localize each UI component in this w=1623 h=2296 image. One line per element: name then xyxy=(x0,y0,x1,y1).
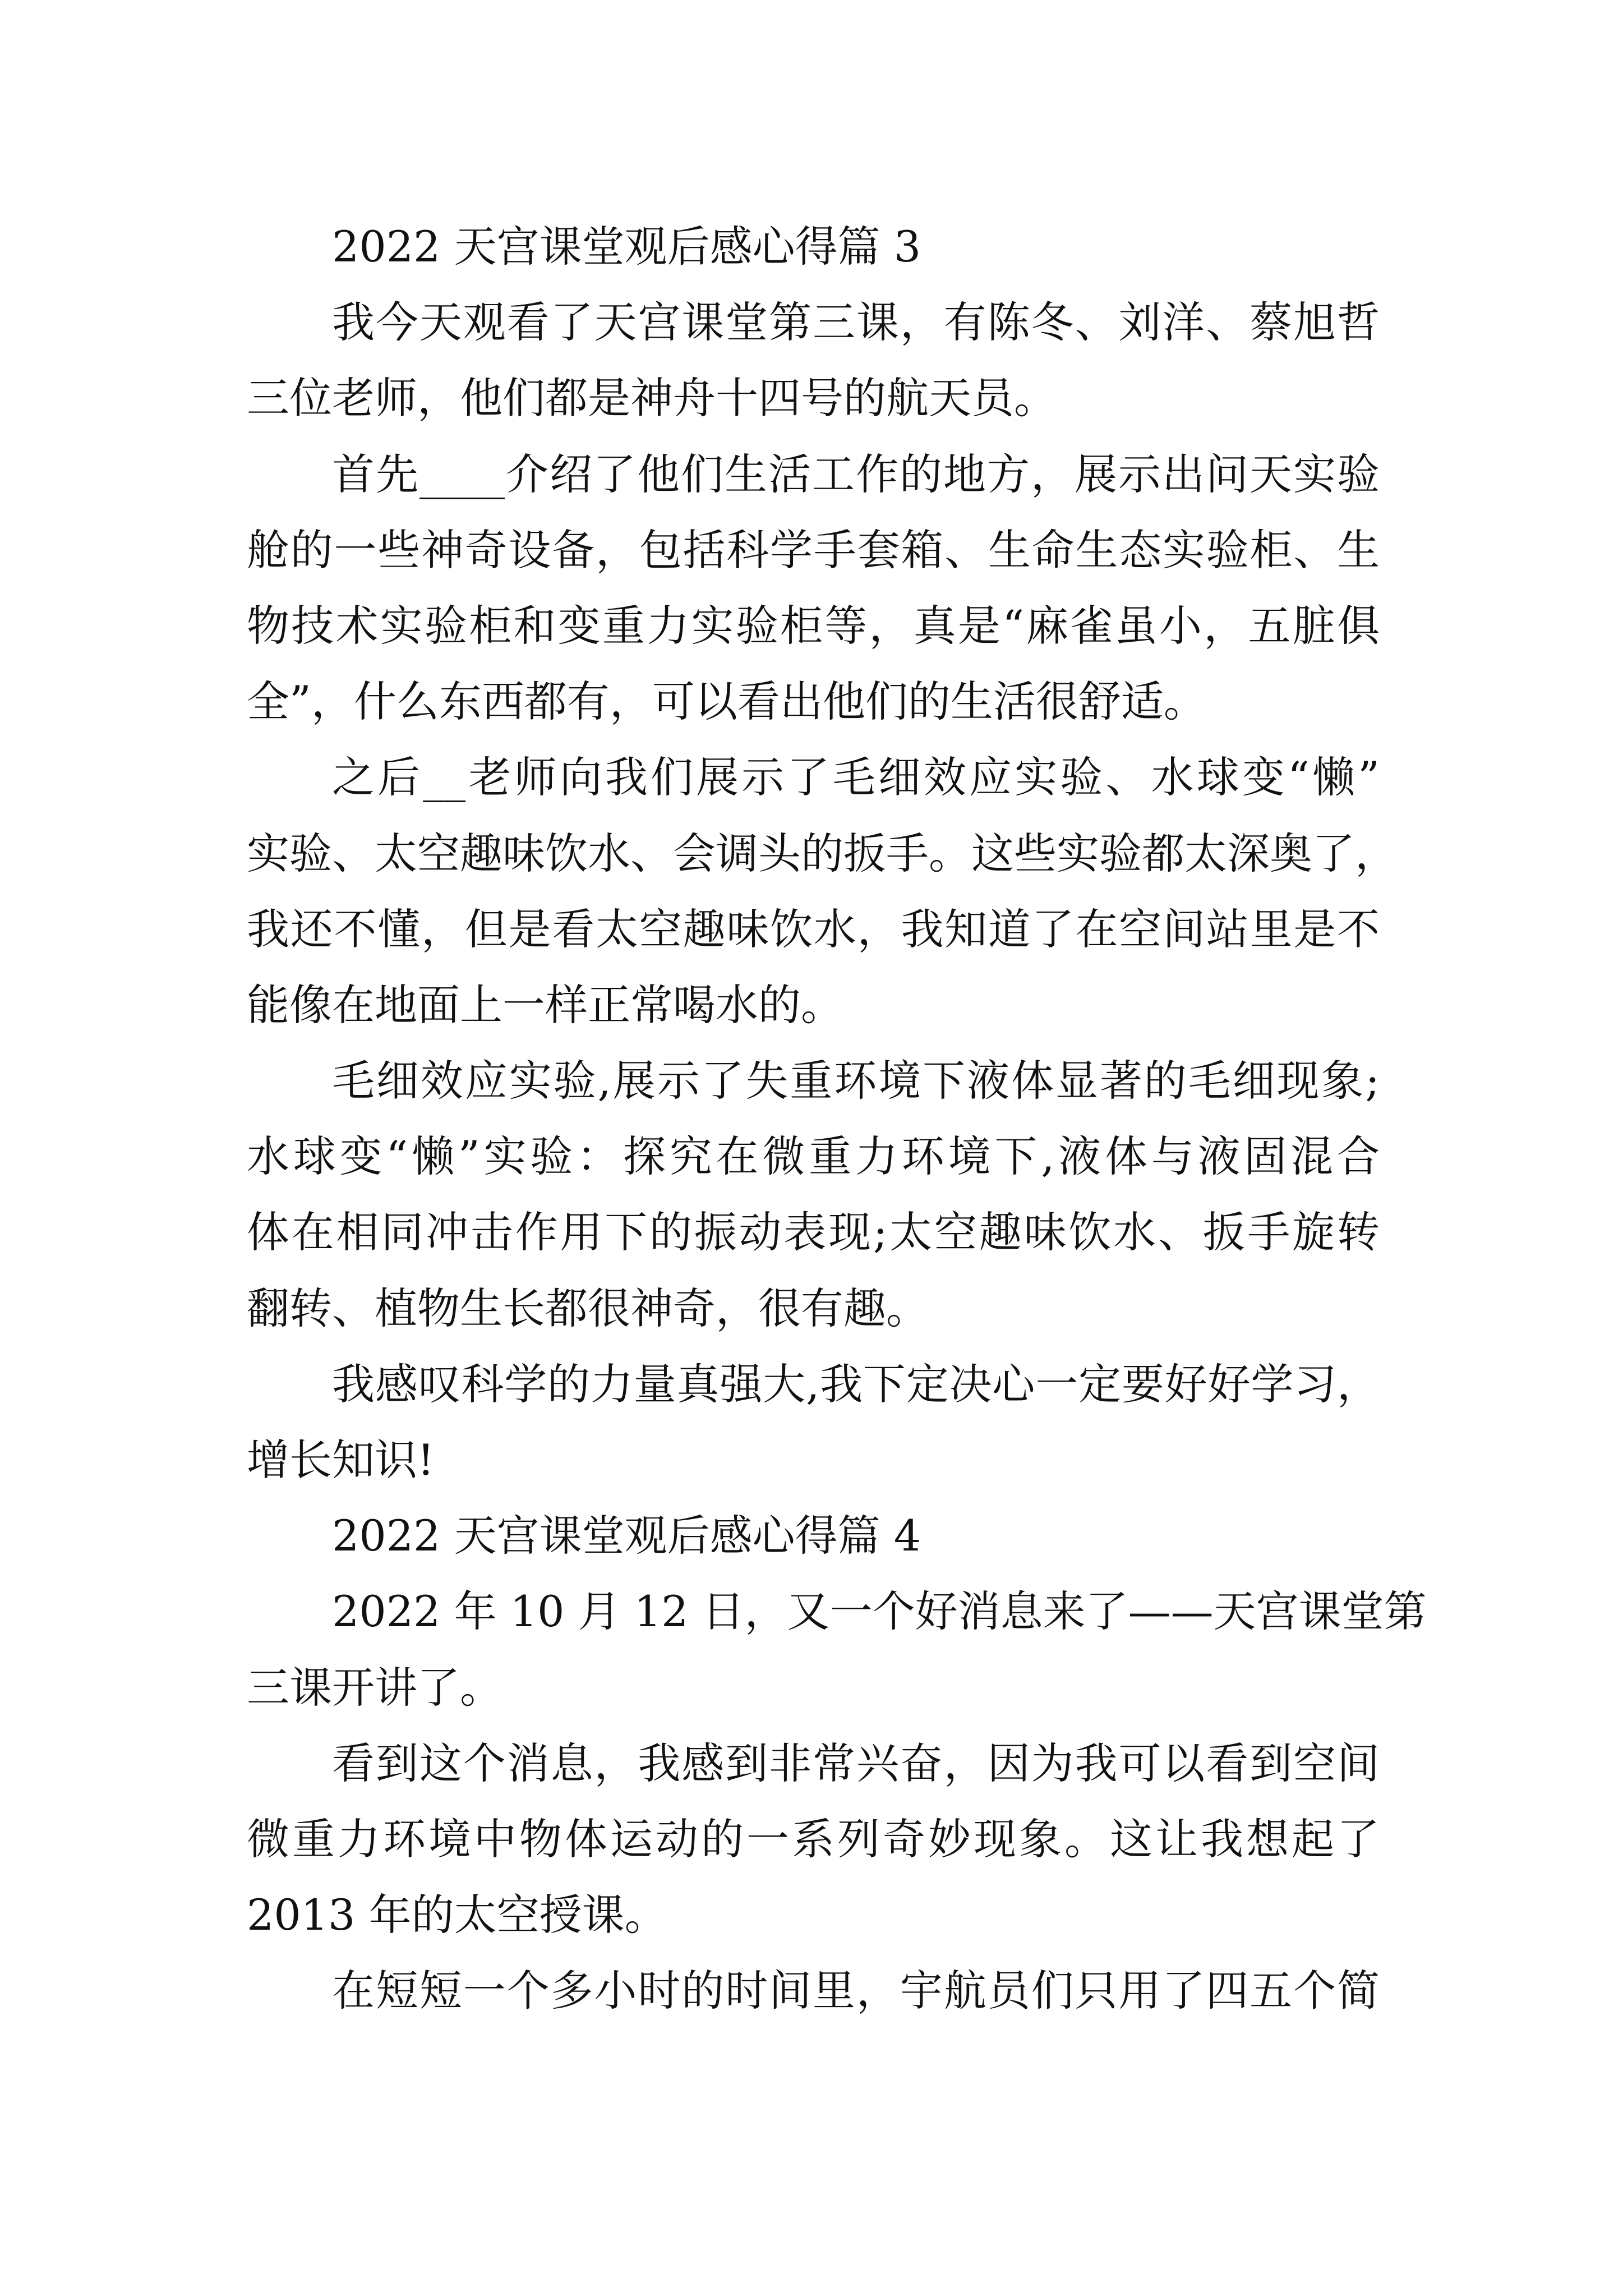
paragraph-line: 三课开讲了。 xyxy=(247,1662,502,1713)
paragraph-line: 在短短一个多小时的时间里，宇航员们只用了四五个简 xyxy=(332,1966,1380,2016)
paragraph-line: 体在相同冲击作用下的振动表现;太空趣味饮水、扳手旋转 xyxy=(247,1207,1380,1258)
paragraph-line: 我还不懂，但是看太空趣味饮水，我知道了在空间站里是不 xyxy=(247,904,1380,954)
paragraph-line: 增长知识! xyxy=(247,1435,435,1485)
paragraph-line: 舱的一些神奇设备，包括科学手套箱、生命生态实验柜、生 xyxy=(247,524,1380,575)
paragraph-line: 我今天观看了天宫课堂第三课，有陈冬、刘洋、蔡旭哲 xyxy=(332,297,1380,348)
paragraph-line: 首先____介绍了他们生活工作的地方，展示出问天实验 xyxy=(332,449,1380,499)
paragraph-line: 2013 年的太空授课。 xyxy=(247,1890,667,1940)
paragraph-line: 之后__老师向我们展示了毛细效应实验、水球变“懒” xyxy=(332,752,1380,803)
section-heading: 2022 天宫课堂观后感心得篇 4 xyxy=(332,1511,921,1561)
paragraph-line: 全”，什么东西都有，可以看出他们的生活很舒适。 xyxy=(247,677,1206,727)
paragraph-line: 我感叹科学的力量真强大,我下定决心一定要好好学习， xyxy=(332,1359,1380,1409)
document-body xyxy=(247,209,1427,2029)
paragraph-line: 毛细效应实验,展示了失重环境下液体显著的毛细现象; xyxy=(332,1056,1380,1106)
paragraph-line: 看到这个消息，我感到非常兴奋，因为我可以看到空间 xyxy=(332,1738,1380,1788)
paragraph-line: 物技术实验柜和变重力实验柜等，真是“麻雀虽小，五脏俱 xyxy=(247,600,1380,651)
paragraph-line: 翻转、植物生长都很神奇，很有趣。 xyxy=(247,1283,929,1333)
section-heading: 2022 天宫课堂观后感心得篇 3 xyxy=(332,222,921,272)
paragraph-line: 能像在地面上一样正常喝水的。 xyxy=(247,979,843,1030)
paragraph-line: 微重力环境中物体运动的一系列奇妙现象。这让我想起了 xyxy=(247,1814,1380,1864)
paragraph-line: 2022 年 10 月 12 日，又一个好消息来了——天宫课堂第 xyxy=(332,1586,1427,1637)
paragraph-line: 水球变“懒”实验：探究在微重力环境下,液体与液固混合 xyxy=(247,1131,1380,1182)
paragraph-line: 实验、太空趣味饮水、会调头的扳手。这些实验都太深奥了， xyxy=(247,828,1398,878)
paragraph-line: 三位老师，他们都是神舟十四号的航天员。 xyxy=(247,373,1057,424)
